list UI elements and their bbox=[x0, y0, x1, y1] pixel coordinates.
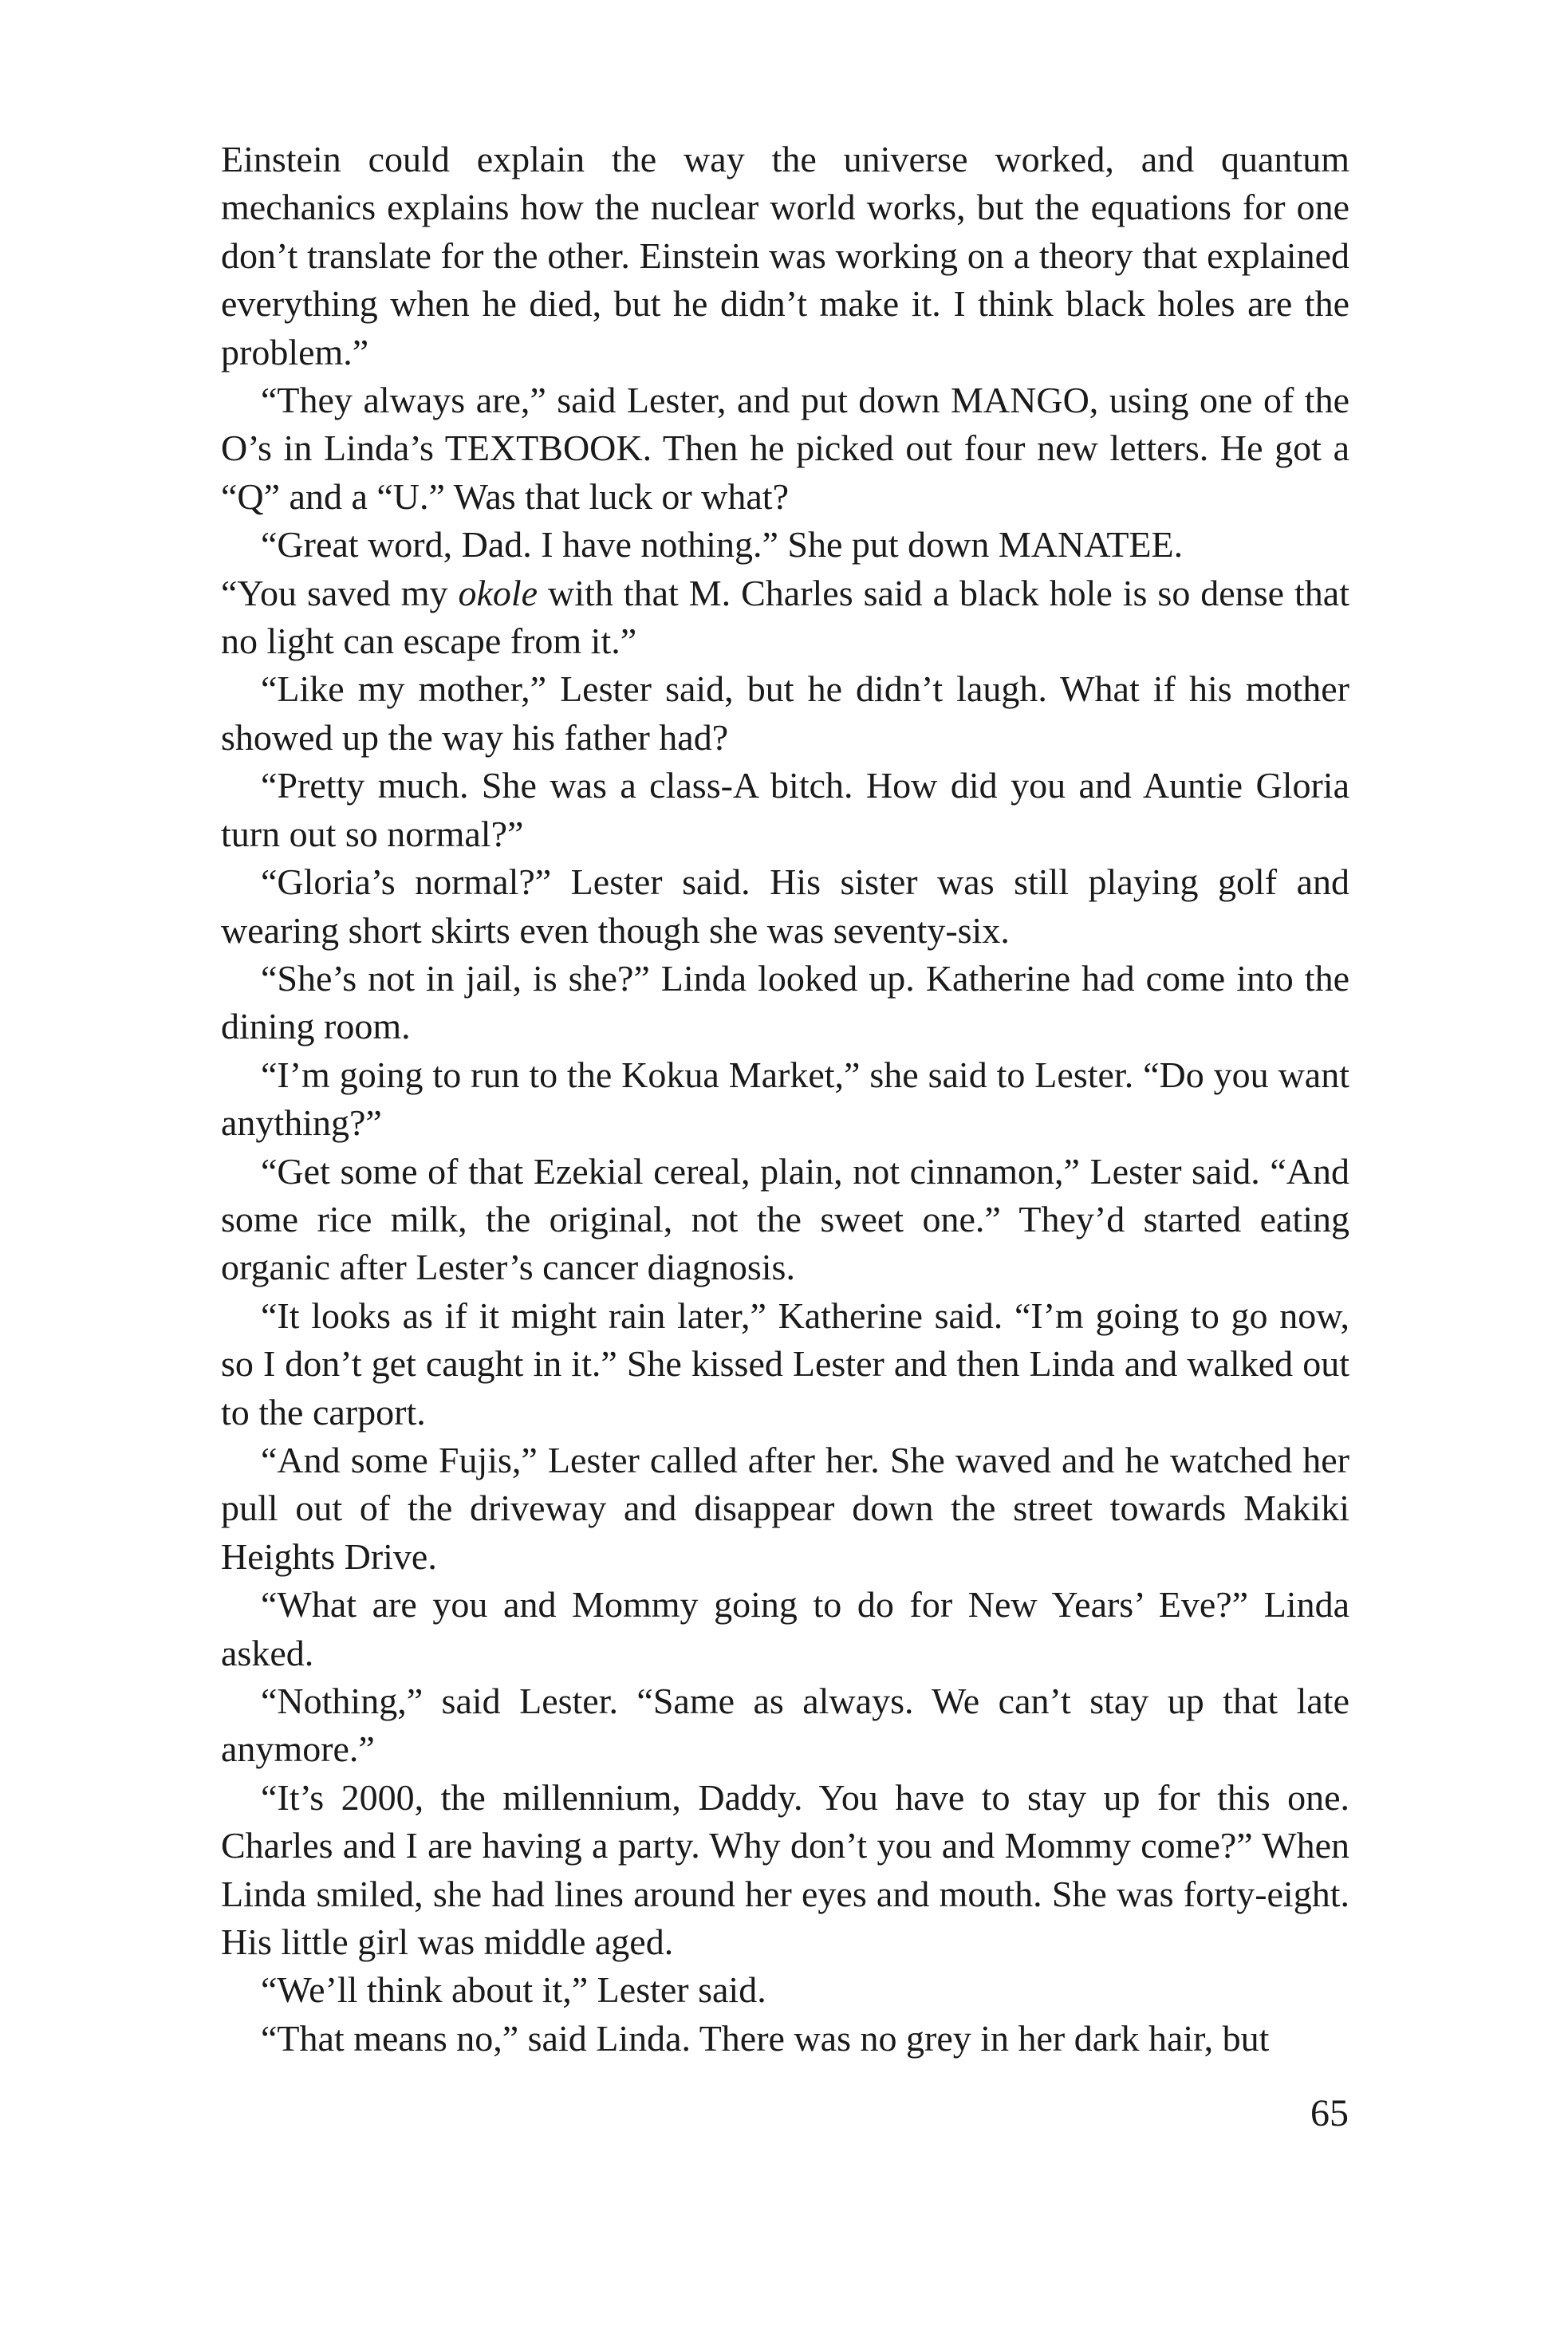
paragraph: “Like my mother,” Lester said, but he didn’t laugh. What if his mother showed up the way his father had? bbox=[221, 668, 1349, 758]
paragraph: “And some Fujis,” Lester called after her. She waved and he watched her pull out of the driveway and disappear down the street towards Makiki Heights Drive. bbox=[221, 1439, 1349, 1577]
paragraph: “It’s 2000, the millennium, Daddy. You have to stay up for this one. Charles and I are having a party. Why don’t you and Mommy come?” When Linda smiled, she had lines around her eyes and mouth. She was forty-eight. His little girl was middle aged. bbox=[221, 1776, 1349, 1963]
paragraph: “They always are,” said Lester, and put down MANGO, using one of the O’s in Linda’s TEXTBOOK. Then he picked out four new letters. He got a “Q” and a “U.” Was that luck or what? bbox=[221, 380, 1349, 517]
paragraph: “I’m going to run to the Kokua Market,” she said to Lester. “Do you want anything?” bbox=[221, 1054, 1349, 1144]
paragraph: “What are you and Mommy going to do for New Years’ Eve?” Linda asked. bbox=[221, 1584, 1349, 1673]
italic-word: okole bbox=[458, 572, 538, 613]
page-number: 65 bbox=[1310, 2092, 1349, 2134]
paragraph: “She’s not in jail, is she?” Linda looked up. Katherine had come into the dining room. bbox=[221, 957, 1349, 1047]
paragraph: “Gloria’s normal?” Lester said. His sister was still playing golf and wearing short skirts even though she was seventy-six. bbox=[221, 861, 1349, 951]
paragraph: “We’ll think about it,” Lester said. bbox=[261, 1969, 766, 2011]
paragraph: “It looks as if it might rain later,” Katherine said. “I’m going to go now, so I don’t get caught in it.” She kissed Lester and then Linda and walked out to the carport. bbox=[221, 1295, 1349, 1433]
paragraph: Einstein could explain the way the universe worked, and quantum mechanics explains how the nuclear world works, but the equations for one don’t translate for the other. Einstein was working on a theory that explained everything when he died, but he didn’t make it. I think black holes are the problem.” bbox=[221, 139, 1349, 372]
paragraph: “Nothing,” said Lester. “Same as always. We can’t stay up that late anymore.” bbox=[221, 1681, 1349, 1770]
paragraph: “Great word, Dad. I have nothing.” She put down MANATEE. bbox=[261, 524, 1184, 566]
paragraph: “Pretty much. She was a class-A bitch. How did you and Auntie Gloria turn out so normal?” bbox=[221, 765, 1349, 854]
paragraph: “Get some of that Ezekial cereal, plain, not cinnamon,” Lester said. “And some rice milk, the original, not the sweet one.” They’d started eating organic after Lester’s cancer diagnosis. bbox=[221, 1150, 1349, 1288]
paragraph: “That means no,” said Linda. There was no grey in her dark hair, but bbox=[261, 2017, 1270, 2059]
paragraph: “You saved my okole with that M. Charles said a black hole is so dense that no light can escape from it.” bbox=[221, 572, 1349, 662]
body-text bbox=[221, 136, 1349, 2063]
